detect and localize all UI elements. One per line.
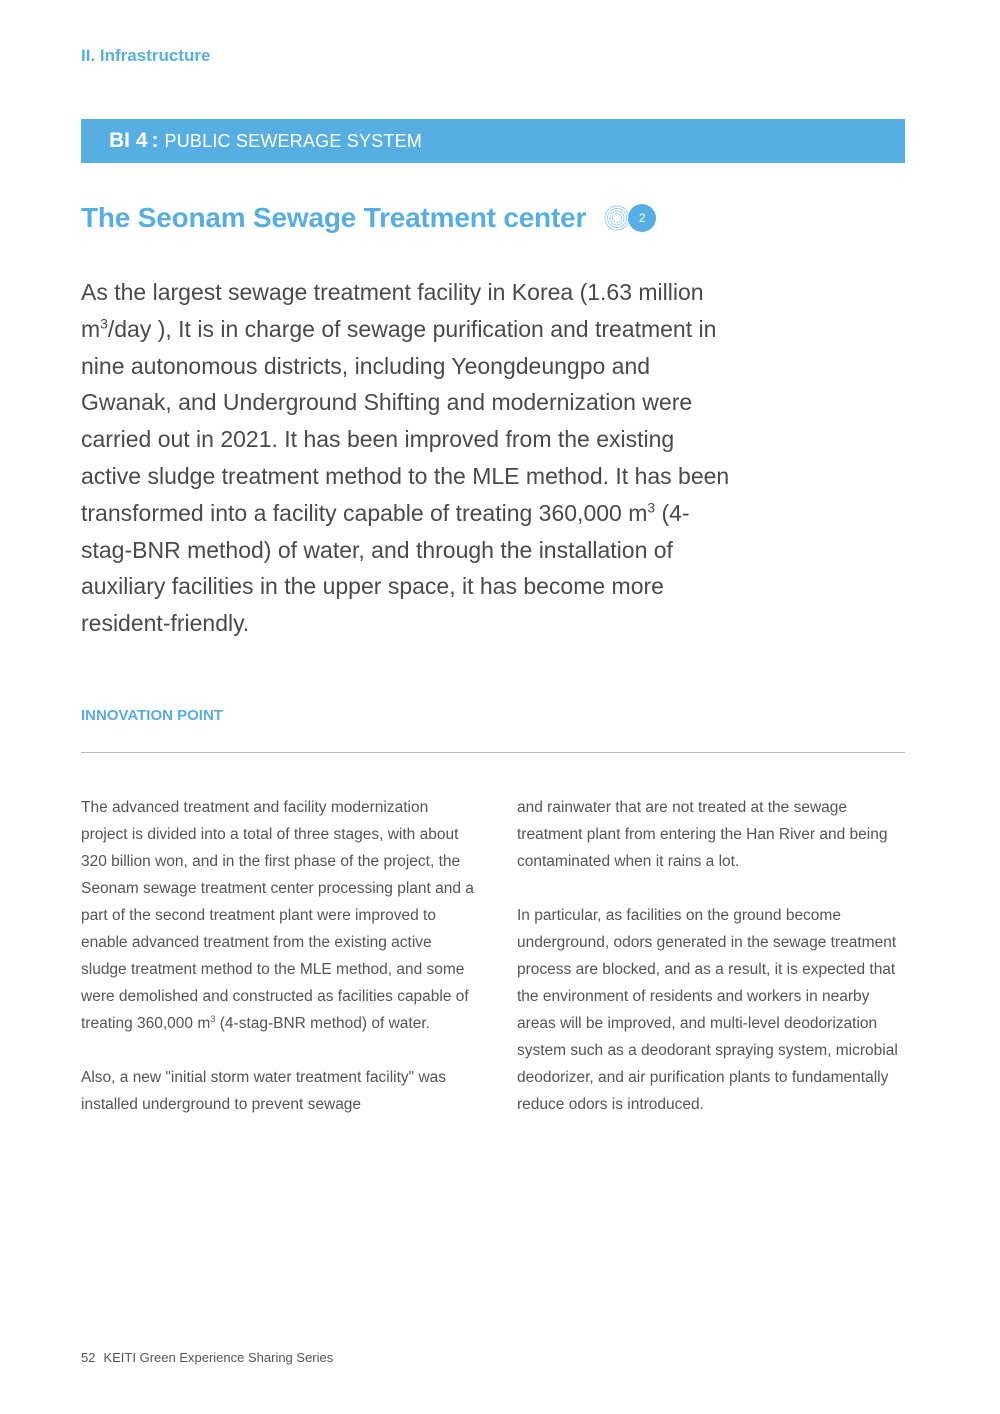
series-name: KEITI Green Experience Sharing Series bbox=[103, 1350, 334, 1365]
divider bbox=[81, 752, 905, 753]
body-paragraph: In particular, as facilities on the ground become underground, odors generated in the sewage treatment process are blocked, and as a result, it is expected that the environment of residents and workers in nearby areas will be improved, and multi-level deodorization system such as a deodorant spraying system, microbial deodorizer, and air purification plants to fundamentally reduce odors is introduced. bbox=[517, 907, 898, 1113]
innovation-heading: INNOVATION POINT bbox=[81, 707, 223, 724]
ring-icon bbox=[604, 205, 630, 231]
banner-colon: : bbox=[151, 129, 159, 152]
case-badge bbox=[604, 203, 660, 233]
page-number: 52 bbox=[81, 1350, 96, 1365]
body-sup: 3 bbox=[210, 1013, 216, 1024]
title-row bbox=[81, 198, 660, 238]
lead-text-1: As the largest sewage treatment facility in Korea (1.63 million m bbox=[81, 279, 704, 342]
page-footer bbox=[81, 1350, 333, 1365]
badge-number: 2 bbox=[628, 204, 656, 232]
section-label: II. Infrastructure bbox=[81, 46, 211, 65]
body-text: The advanced treatment and facility modernization project is divided into a total of three stages, with about 320 billion won, and in the first phase of the project, the Seonam sewage treatment center processing plant and a part of the second treatment plant were improved to enable advanced treatment from the existing active sludge treatment method to the MLE method, and some were demolished and constructed as facilities capable of treating 360,000 m bbox=[81, 799, 474, 1032]
body-column-left bbox=[81, 794, 476, 1118]
lead-paragraph bbox=[81, 274, 731, 642]
lead-text-2: /day ), It is in charge of sewage purification and treatment in nine autonomous districts, including Yeongdeungpo and Gwanak, and Underground Shifting and modernization were carried out in 2021. It has been improved from the existing active sludge treatment method to the MLE method. It has been transformed into a facility capable of treating 360,000 m bbox=[81, 315, 730, 526]
body-paragraph: Also, a new "initial storm water treatment facility" was installed underground to prevent sewage bbox=[81, 1069, 447, 1113]
banner-name: PUBLIC SEWERAGE SYSTEM bbox=[164, 130, 422, 151]
lead-text-3: (4-stag-BNR method) of water, and through the installation of auxiliary facilities in the upper space, it has become more resident-friendly. bbox=[81, 499, 690, 637]
body-paragraph bbox=[81, 794, 476, 1037]
banner-code: BI 4 bbox=[109, 129, 148, 152]
body-text: (4-stag-BNR method) of water. bbox=[215, 1015, 430, 1032]
lead-sup-1: 3 bbox=[100, 316, 108, 332]
body-paragraph: and rainwater that are not treated at the sewage treatment plant from entering the Han River and being contaminated when it rains a lot. bbox=[517, 799, 888, 870]
category-banner bbox=[81, 119, 905, 163]
page-title: The Seonam Sewage Treatment center bbox=[81, 202, 587, 233]
body-column-right bbox=[517, 794, 912, 1118]
lead-sup-2: 3 bbox=[647, 500, 656, 516]
